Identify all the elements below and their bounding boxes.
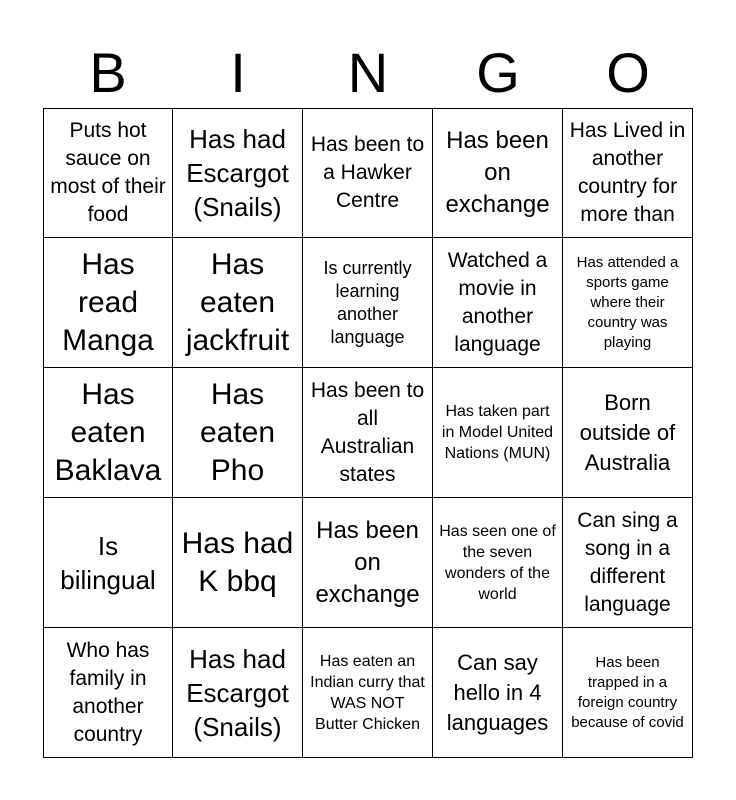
cell-text: Has had Escargot (Snails) bbox=[186, 124, 289, 222]
cell-text: Has read Manga bbox=[62, 247, 154, 357]
bingo-cell[interactable] bbox=[563, 498, 693, 628]
bingo-cell[interactable] bbox=[433, 628, 563, 758]
header-letter-i: I bbox=[230, 41, 246, 104]
header-letter-o: O bbox=[606, 41, 650, 104]
cell-text: Has Lived in another country for more than bbox=[569, 119, 686, 226]
bingo-cell[interactable] bbox=[433, 108, 563, 238]
cell-text: Is currently learning another language bbox=[323, 257, 412, 347]
bingo-cell[interactable] bbox=[563, 108, 693, 238]
cell-text: Watched a movie in another language bbox=[447, 248, 548, 356]
bingo-cell[interactable] bbox=[173, 628, 303, 758]
bingo-cell[interactable] bbox=[563, 368, 693, 498]
header-letter-b: B bbox=[89, 41, 127, 104]
bingo-cell[interactable] bbox=[303, 368, 433, 498]
bingo-cell[interactable] bbox=[433, 498, 563, 628]
bingo-cell[interactable] bbox=[173, 108, 303, 238]
bingo-cell[interactable] bbox=[303, 108, 433, 238]
bingo-cell[interactable] bbox=[433, 238, 563, 368]
bingo-cell[interactable] bbox=[173, 238, 303, 368]
bingo-cell[interactable] bbox=[563, 628, 693, 758]
cell-text: Has eaten Baklava bbox=[54, 377, 162, 487]
cell-text: Born outside of Australia bbox=[579, 389, 676, 475]
bingo-cell[interactable] bbox=[563, 238, 693, 368]
bingo-cell[interactable] bbox=[43, 368, 173, 498]
bingo-cell[interactable] bbox=[43, 498, 173, 628]
bingo-cell[interactable] bbox=[433, 368, 563, 498]
cell-text: Can say hello in 4 languages bbox=[446, 649, 549, 735]
cell-text: Has taken part in Model United Nations (MUN) bbox=[441, 403, 554, 462]
bingo-board bbox=[43, 108, 693, 758]
cell-text: Has been trapped in a foreign country because of covid bbox=[571, 653, 684, 731]
cell-text: Can sing a song in a different language bbox=[577, 508, 678, 616]
bingo-cell[interactable] bbox=[173, 498, 303, 628]
cell-text: Puts hot sauce on most of their food bbox=[50, 119, 166, 226]
cell-text: Has been to a Hawker Centre bbox=[310, 133, 425, 212]
cell-text: Has eaten Pho bbox=[199, 377, 276, 487]
cell-text: Has eaten an Indian curry that WAS NOT Butter Chicken bbox=[310, 652, 425, 733]
bingo-cell[interactable] bbox=[43, 108, 173, 238]
bingo-cell[interactable] bbox=[43, 238, 173, 368]
header-letter-n: N bbox=[347, 41, 389, 104]
cell-text: Who has family in another country bbox=[66, 638, 150, 746]
cell-text: Has been on exchange bbox=[445, 127, 550, 218]
bingo-cell[interactable] bbox=[303, 238, 433, 368]
bingo-header bbox=[43, 42, 693, 104]
cell-text: Has had Escargot (Snails) bbox=[186, 643, 289, 742]
cell-text: Has eaten jackfruit bbox=[185, 247, 290, 357]
bingo-cell[interactable] bbox=[173, 368, 303, 498]
bingo-cell[interactable] bbox=[303, 498, 433, 628]
cell-text: Has been to all Australian states bbox=[310, 378, 425, 486]
bingo-cell[interactable] bbox=[43, 628, 173, 758]
cell-text: Has seen one of the seven wonders of the world bbox=[439, 522, 556, 603]
bingo-cell[interactable] bbox=[303, 628, 433, 758]
header-letter-g: G bbox=[476, 41, 520, 104]
cell-text: Is bilingual bbox=[60, 530, 156, 595]
cell-text: Has attended a sports game where their country was playing bbox=[576, 253, 679, 351]
cell-text: Has been on exchange bbox=[315, 516, 420, 608]
cell-text: Has had K bbq bbox=[181, 526, 294, 598]
